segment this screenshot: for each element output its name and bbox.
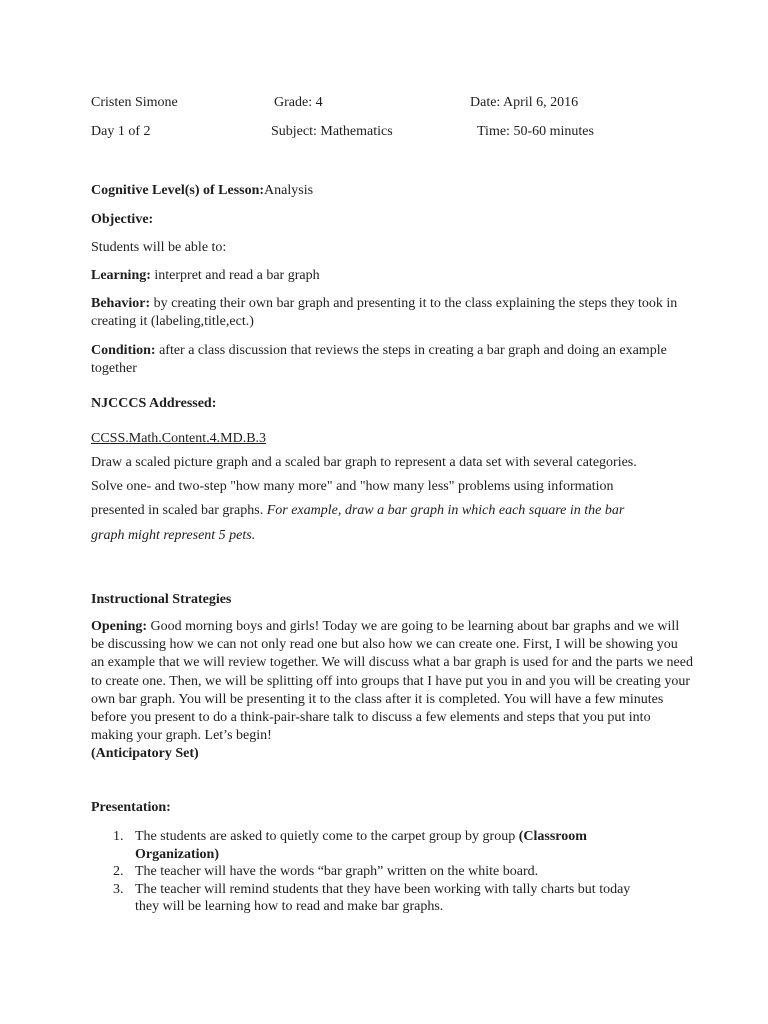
list-item [91, 881, 651, 916]
time: Time: 50-60 minutes [477, 124, 594, 139]
subject: Subject: Mathematics [271, 124, 393, 139]
standard-line-1: Draw a scaled picture graph and a scaled bar graph to represent a data set with several categories. [91, 455, 637, 470]
opening-label: Opening: [91, 619, 148, 634]
teacher-name: Cristen Simone [91, 95, 178, 110]
day: Day 1 of 2 [91, 124, 151, 139]
behavior-label: Behavior: [91, 296, 151, 311]
cognitive-value: Analysis [264, 183, 314, 198]
presentation-list [91, 828, 651, 916]
list-item [91, 828, 651, 863]
list-item-text: The teacher will remind students that they have been working with tally charts but today they will be learning how to read and make bar graphs. [135, 881, 631, 914]
list-item-number: 2. [113, 864, 124, 879]
cognitive-label: Cognitive Level(s) of Lesson: [91, 183, 265, 198]
condition-label: Condition: [91, 343, 156, 358]
list-item-text: The teacher will have the words “bar graph” written on the white board. [135, 864, 539, 879]
standard-example-italic: For example, draw a bar graph in which each square in the bar [266, 503, 625, 518]
behavior-text: by creating their own bar graph and presenting it to the class explaining the steps they took in creating it (labeling,title,ect.) [91, 296, 678, 329]
learning-label: Learning: [91, 268, 151, 283]
behavior-paragraph [91, 295, 691, 331]
standard-code-link[interactable]: CCSS.Math.Content.4.MD.B.3 [91, 431, 267, 446]
standard-line-2: Solve one- and two-step "how many more" and "how many less" problems using information [91, 479, 614, 494]
condition-paragraph [91, 342, 691, 378]
opening-paragraph [91, 618, 694, 764]
standard-line-4: graph might represent 5 pets. [91, 528, 256, 543]
opening-text: Good morning boys and girls! Today we are going to be learning about bar graphs and we will be discussing how we can not only read one but also how we can create one. First, I will be showing you an example that we will review together. We will discuss what a bar graph is used for and the parts we need to create one. Then, we will be splitting off into groups that I have put you in and you will be creating your own bar graph. You will be presenting it to the class after it is completed. You will have a few minutes before you present to do a think-pair-share talk to discuss a few elements and steps that you put into making your graph. Let’s begin! [91, 619, 693, 744]
strategies-heading: Instructional Strategies [91, 592, 232, 607]
objective-intro: Students will be able to: [91, 240, 227, 255]
presentation-heading: Presentation: [91, 800, 171, 815]
list-item-text: The students are asked to quietly come to the carpet group by group [135, 829, 516, 844]
learning-line [91, 267, 320, 285]
list-item-number: 1. [113, 829, 124, 844]
cognitive-level [91, 182, 313, 200]
condition-text: after a class discussion that reviews the steps in creating a bar graph and doing an example together [91, 343, 667, 376]
list-item [91, 863, 651, 881]
objective-heading: Objective: [91, 212, 154, 227]
list-item-bold: (Classroom Organization) [135, 829, 587, 862]
standard-line-3 [91, 502, 624, 520]
learning-text: interpret and read a bar graph [154, 268, 320, 283]
anticipatory-set: (Anticipatory Set) [91, 746, 199, 762]
standards-heading: NJCCCS Addressed: [91, 396, 217, 411]
grade: Grade: 4 [274, 95, 323, 110]
date: Date: April 6, 2016 [470, 95, 579, 110]
standard-line-3-plain: presented in scaled bar graphs. [91, 503, 264, 518]
list-item-number: 3. [113, 881, 124, 897]
